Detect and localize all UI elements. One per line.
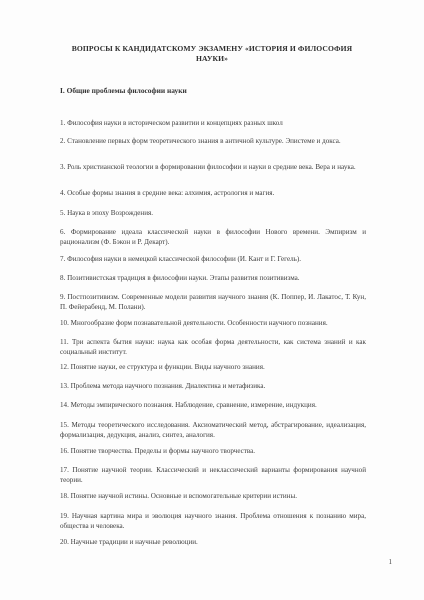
list-item: 11. Три аспекта бытия науки: наука как особая форма деятельности, как система знаний и как социальный институт.: [60, 338, 366, 356]
list-item: 6. Формирование идеала классической науки в философии Нового времени. Эмпиризм и рационализм (Ф. Бэкон и Р. Декарт).: [60, 228, 366, 246]
list-item: 7. Философия науки в немецкой классической философии (И. Кант и Г. Гегель).: [60, 255, 302, 263]
list-item: 17. Понятие научной теории. Классический и неклассический варианты формирования научной теории.: [60, 466, 366, 484]
list-item: 9. Постпозитивизм. Современные модели развития научного знания (К. Поппер, И. Лакатос, Т. Кун, П. Фейерабенд, М. Полани).: [60, 293, 366, 311]
list-item: 3. Роль христианской теологии в формировании философии и науки в средние века. Вера и наука.: [60, 163, 356, 171]
list-item: 12. Понятие науки, ее структура и функции. Виды научного знания.: [60, 363, 265, 371]
list-item: 1. Философия науки в историческом развитии и концепциях разных школ: [60, 119, 283, 127]
list-item: 13. Проблема метода научного познания. Диалектика и метафизика.: [60, 382, 266, 390]
page-number: 1: [388, 558, 392, 566]
list-item: 5. Наука в эпоху Возрождения.: [60, 209, 154, 217]
list-item: 2. Становление первых форм теоретического знания в античной культуре. Эпистеме и докса.: [60, 137, 341, 145]
list-item: 15. Методы теоретического исследования. Аксиоматический метод, абстрагирование, идеализация, формализация, дедукция, анализ, синтез, аналогия.: [60, 421, 366, 439]
list-item: 20. Научные традиции и научные революции.: [60, 538, 198, 546]
list-item: 14. Методы эмпирического познания. Наблюдение, сравнение, измерение, индукция.: [60, 401, 317, 409]
section-heading: I. Общие проблемы философии науки: [60, 86, 187, 95]
list-item: 18. Понятие научной истины. Основные и вспомогательные критерии истины.: [60, 492, 297, 500]
list-item: 8. Позитивистская традиция в философии науки. Этапы развития позитивизма.: [60, 274, 300, 282]
list-item: 19. Научная картина мира и эволюция научного знания. Проблема отношения к познанию мира, общества и человека.: [60, 512, 366, 530]
list-item: 10. Многообразие форм познавательной деятельности. Особенности научного познания.: [60, 319, 328, 327]
document-title: ВОПРОСЫ К КАНДИДАТСКОМУ ЭКЗАМЕНУ «ИСТОРИЯ И ФИЛОСОФИЯ НАУКИ»: [71, 44, 353, 63]
list-item: 16. Понятие творчества. Пределы и формы научного творчества.: [60, 447, 256, 455]
list-item: 4. Особые формы знания в средние века: алхимия, астрология и магия.: [60, 189, 275, 197]
